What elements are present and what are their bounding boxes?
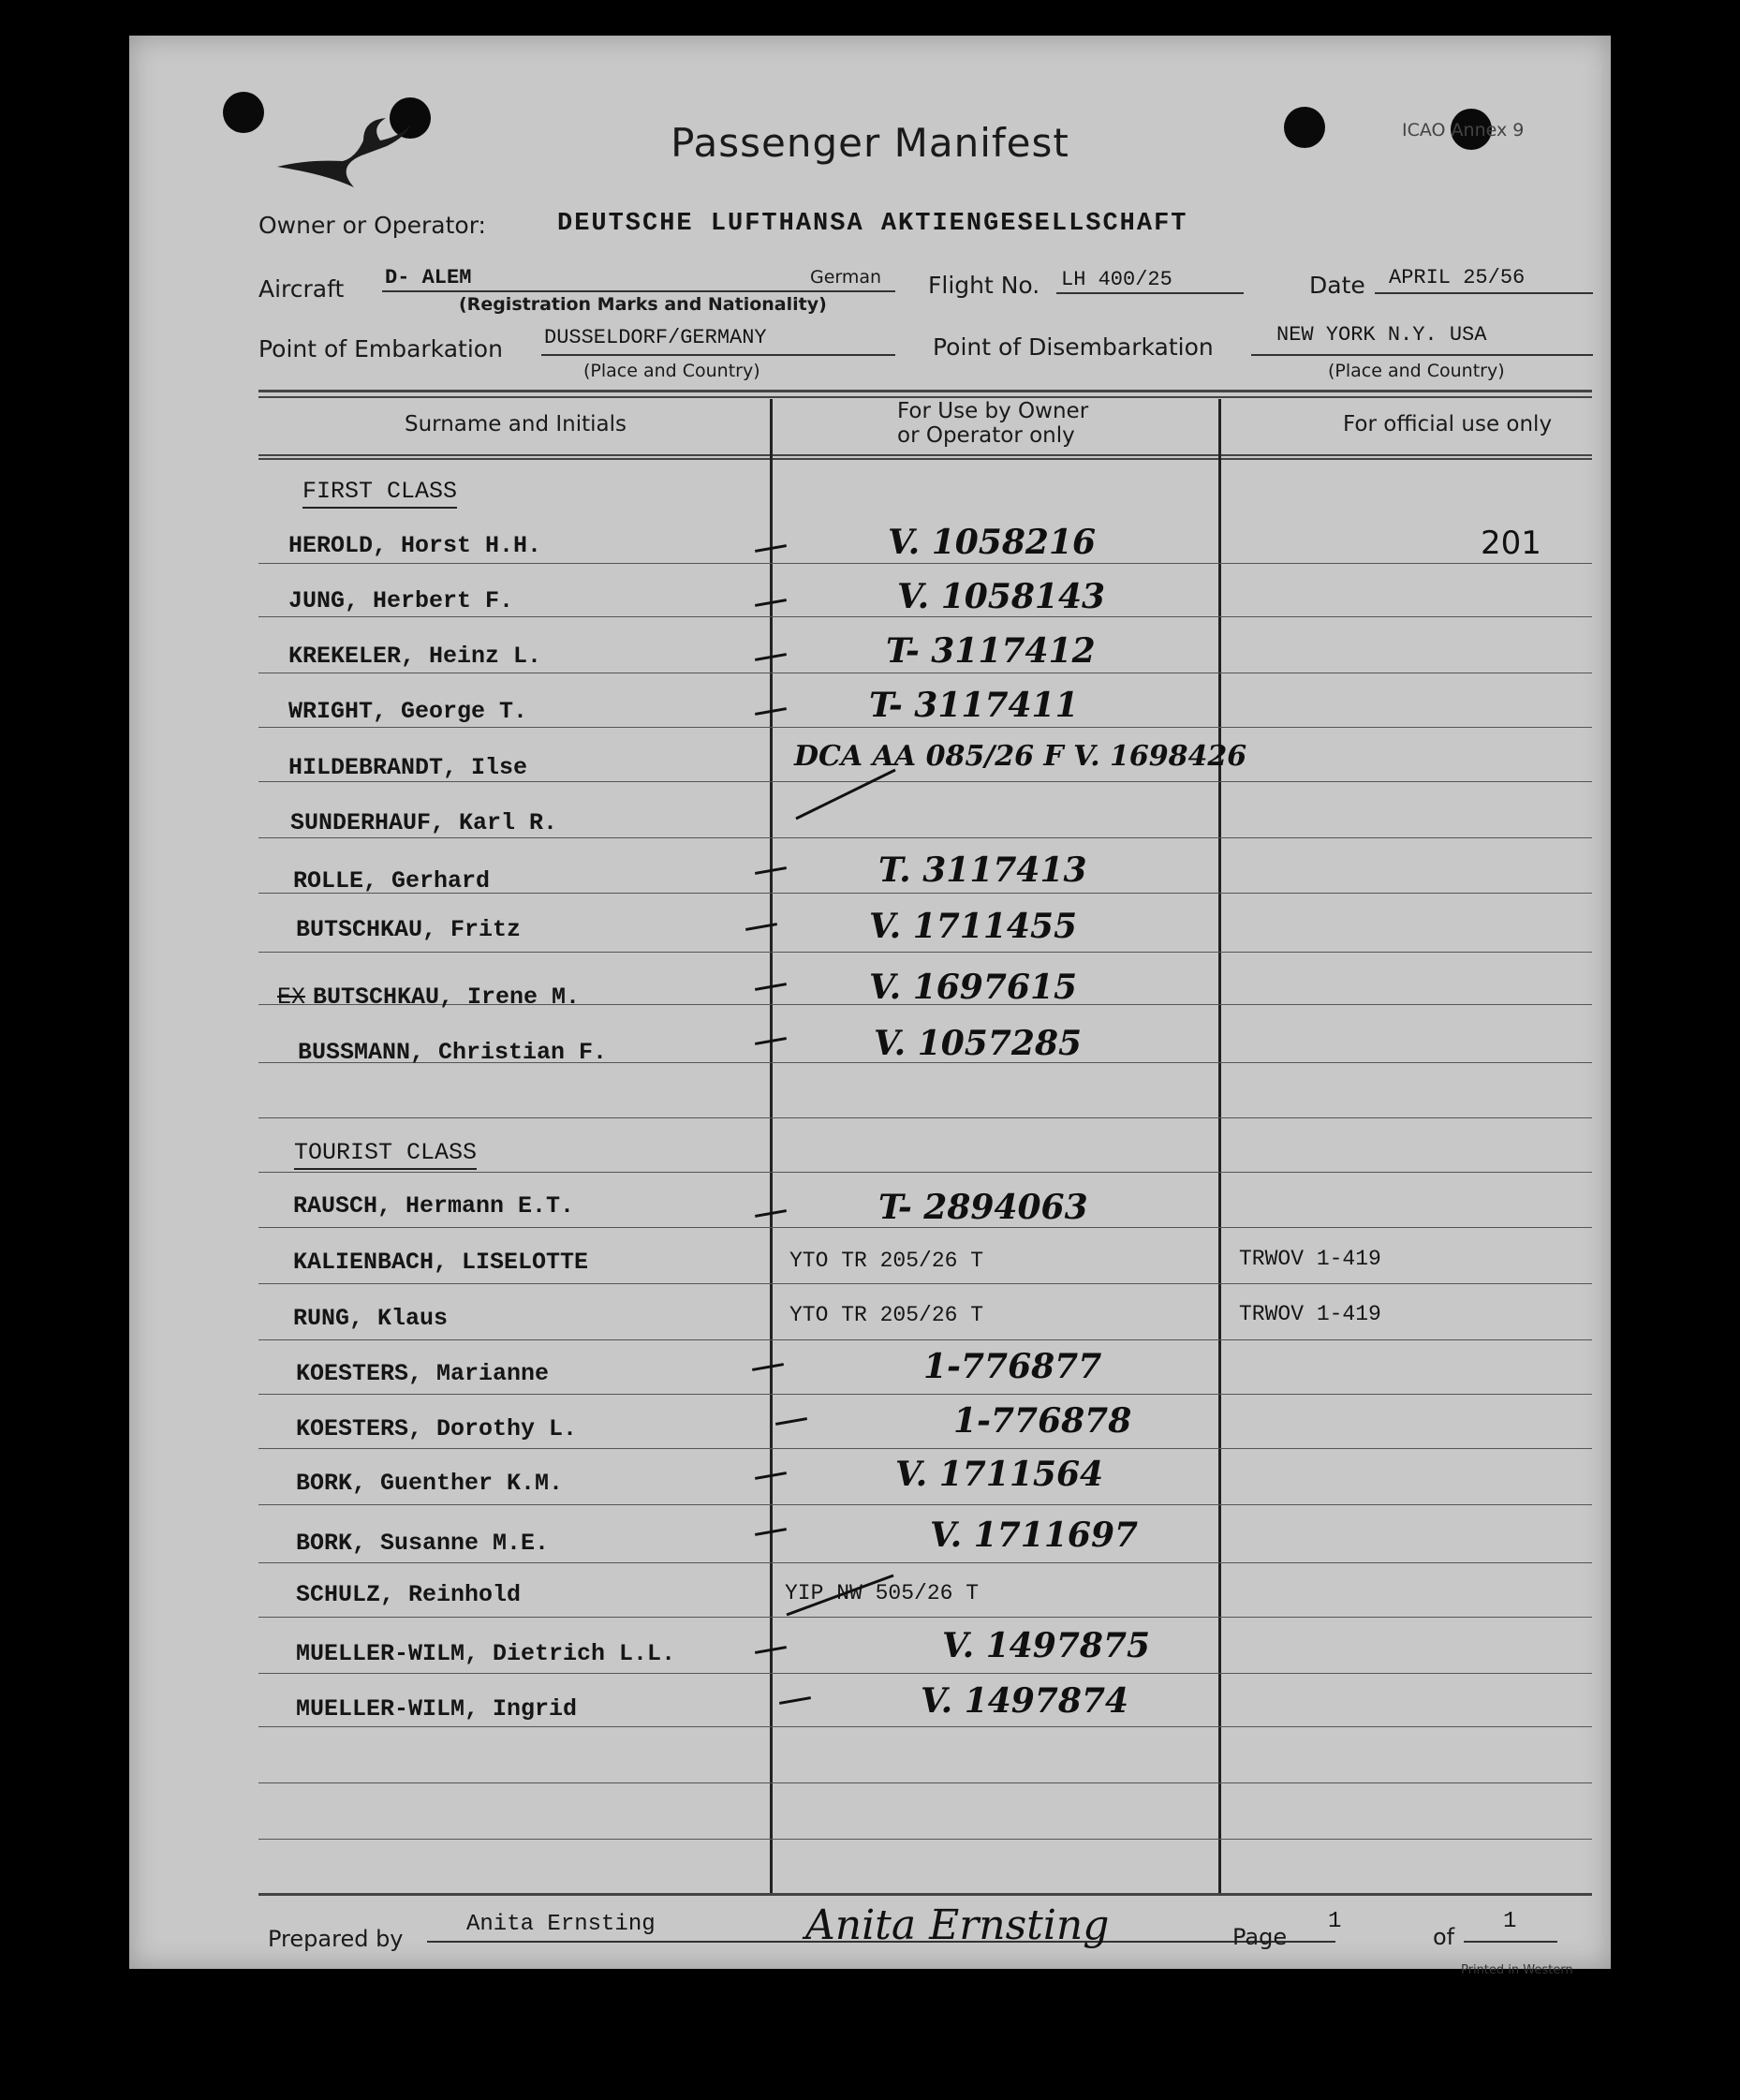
manifest-sheet	[129, 36, 1611, 1977]
flight-label: Flight No.	[928, 272, 1040, 299]
operator-ref: V. 1497875	[942, 1626, 1151, 1665]
row-divider	[258, 1673, 1592, 1674]
flight-value: LH 400/25	[1061, 268, 1172, 291]
aircraft-label: Aircraft	[258, 275, 345, 303]
row-divider	[258, 1617, 1592, 1618]
operator-ref: T- 2894063	[878, 1188, 1088, 1227]
passenger-name: SUNDERHAUF, Karl R.	[290, 809, 558, 836]
operator-ref: T. 3117413	[878, 850, 1087, 890]
passenger-name: BUTSCHKAU, Fritz	[296, 916, 522, 943]
disembarkation-label: Point of Disembarkation	[933, 333, 1214, 361]
passenger-name: ROLLE, Gerhard	[293, 867, 491, 895]
passenger-name: BORK, Susanne M.E.	[296, 1530, 550, 1557]
row-divider	[258, 1839, 1592, 1840]
disembarkation-value: NEW YORK N.Y. USA	[1276, 323, 1487, 347]
passenger-name: RAUSCH, Hermann E.T.	[293, 1192, 575, 1220]
row-divider	[258, 1448, 1592, 1449]
column-owner-use: For Use by Owner	[897, 399, 1089, 423]
operator-ref: V. 1711697	[930, 1516, 1139, 1555]
operator-ref: V. 1058216	[888, 523, 1097, 562]
of-label: of	[1433, 1924, 1455, 1950]
passenger-name: BUTSCHKAU, Irene M.	[313, 983, 581, 1011]
operator-ref: DCA AA 085/26 F V. 1698426	[794, 740, 1247, 773]
official-mark: 201	[1481, 525, 1541, 562]
signature: Anita Ernsting	[805, 1901, 1110, 1949]
operator-ref: V. 1497874	[921, 1681, 1129, 1721]
disembarkation-sublabel: (Place and Country)	[1328, 361, 1505, 381]
row-divider	[258, 727, 1592, 728]
page-title: Passenger Manifest	[671, 120, 1069, 166]
owner-label: Owner or Operator:	[258, 212, 486, 239]
passenger-name: KREKELER, Heinz L.	[288, 643, 542, 670]
row-divider	[258, 1227, 1592, 1228]
row-divider	[258, 1172, 1592, 1173]
operator-ref: YTO TR 205/26 T	[789, 1303, 984, 1327]
row-divider	[258, 1283, 1592, 1284]
passenger-name: HEROLD, Horst H.H.	[288, 532, 542, 559]
strikethrough-prefix: EX	[277, 983, 306, 1011]
owner-value: DEUTSCHE LUFTHANSA AKTIENGESELLSCHAFT	[557, 210, 1188, 238]
passenger-name: RUNG, Klaus	[293, 1305, 449, 1332]
embarkation-label: Point of Embarkation	[258, 335, 503, 362]
row-divider	[258, 952, 1592, 953]
page-number: 1	[1328, 1909, 1342, 1934]
operator-ref: YTO TR 205/26 T	[789, 1249, 984, 1273]
date-value: APRIL 25/56	[1389, 266, 1526, 289]
annex-label: ICAO Annex 9	[1402, 120, 1525, 140]
operator-ref: V. 1058143	[897, 577, 1106, 616]
date-label: Date	[1309, 272, 1365, 299]
prepared-by-value: Anita Ernsting	[466, 1912, 656, 1937]
passenger-name: HILDEBRANDT, Ilse	[288, 754, 528, 781]
operator-ref: V. 1697615	[869, 968, 1078, 1007]
operator-ref: 1-776877	[923, 1347, 1102, 1386]
row-divider	[258, 563, 1592, 564]
prepared-by-label: Prepared by	[268, 1926, 404, 1952]
row-divider	[258, 1726, 1592, 1727]
operator-ref: V. 1711564	[895, 1455, 1104, 1494]
embarkation-sublabel: (Place and Country)	[583, 361, 760, 381]
passenger-name: KALIENBACH, LISELOTTE	[293, 1249, 589, 1276]
passenger-name: BUSSMANN, Christian F.	[298, 1039, 608, 1066]
row-divider	[258, 1339, 1592, 1340]
row-divider	[258, 1562, 1592, 1563]
passenger-name: KOESTERS, Dorothy L.	[296, 1415, 578, 1442]
column-official: For official use only	[1343, 412, 1553, 436]
nationality-value: German	[810, 267, 882, 288]
embarkation-value: DUSSELDORF/GERMANY	[544, 326, 767, 349]
passenger-name: BORK, Guenther K.M.	[296, 1470, 564, 1497]
passenger-name: KOESTERS, Marianne	[296, 1360, 550, 1387]
row-divider	[258, 781, 1592, 782]
aircraft-sublabel: (Registration Marks and Nationality)	[459, 294, 827, 315]
page-total: 1	[1503, 1909, 1517, 1934]
aircraft-value: D- ALEM	[385, 266, 472, 289]
page-label: Page	[1232, 1924, 1288, 1950]
printed-note: Printed in Western	[1461, 1963, 1573, 1977]
first-class-heading: FIRST CLASS	[302, 478, 457, 509]
passenger-name: SCHULZ, Reinhold	[296, 1581, 522, 1608]
operator-ref: T- 3117411	[869, 686, 1079, 725]
row-divider	[258, 1117, 1592, 1118]
passenger-name: MUELLER-WILM, Dietrich L.L.	[296, 1640, 676, 1667]
official-mark: TRWOV 1-419	[1239, 1302, 1381, 1326]
row-divider	[258, 1504, 1592, 1505]
passenger-name: JUNG, Herbert F.	[288, 587, 514, 614]
column-surname: Surname and Initials	[405, 412, 627, 436]
passenger-name: WRIGHT, George T.	[288, 698, 528, 725]
passenger-name: MUELLER-WILM, Ingrid	[296, 1695, 578, 1723]
operator-ref: V. 1711455	[869, 907, 1078, 946]
row-divider	[258, 616, 1592, 617]
row-divider	[258, 1394, 1592, 1395]
row-divider	[258, 1782, 1592, 1783]
operator-ref: YIP NW 505/26 T	[785, 1581, 980, 1605]
official-mark: TRWOV 1-419	[1239, 1247, 1381, 1271]
operator-ref: T- 3117412	[886, 631, 1096, 671]
operator-ref: V. 1057285	[874, 1024, 1083, 1063]
operator-ref: 1-776878	[953, 1401, 1132, 1441]
column-owner-use-2: or Operator only	[897, 423, 1075, 448]
row-divider	[258, 837, 1592, 838]
tourist-class-heading: TOURIST CLASS	[294, 1139, 477, 1170]
